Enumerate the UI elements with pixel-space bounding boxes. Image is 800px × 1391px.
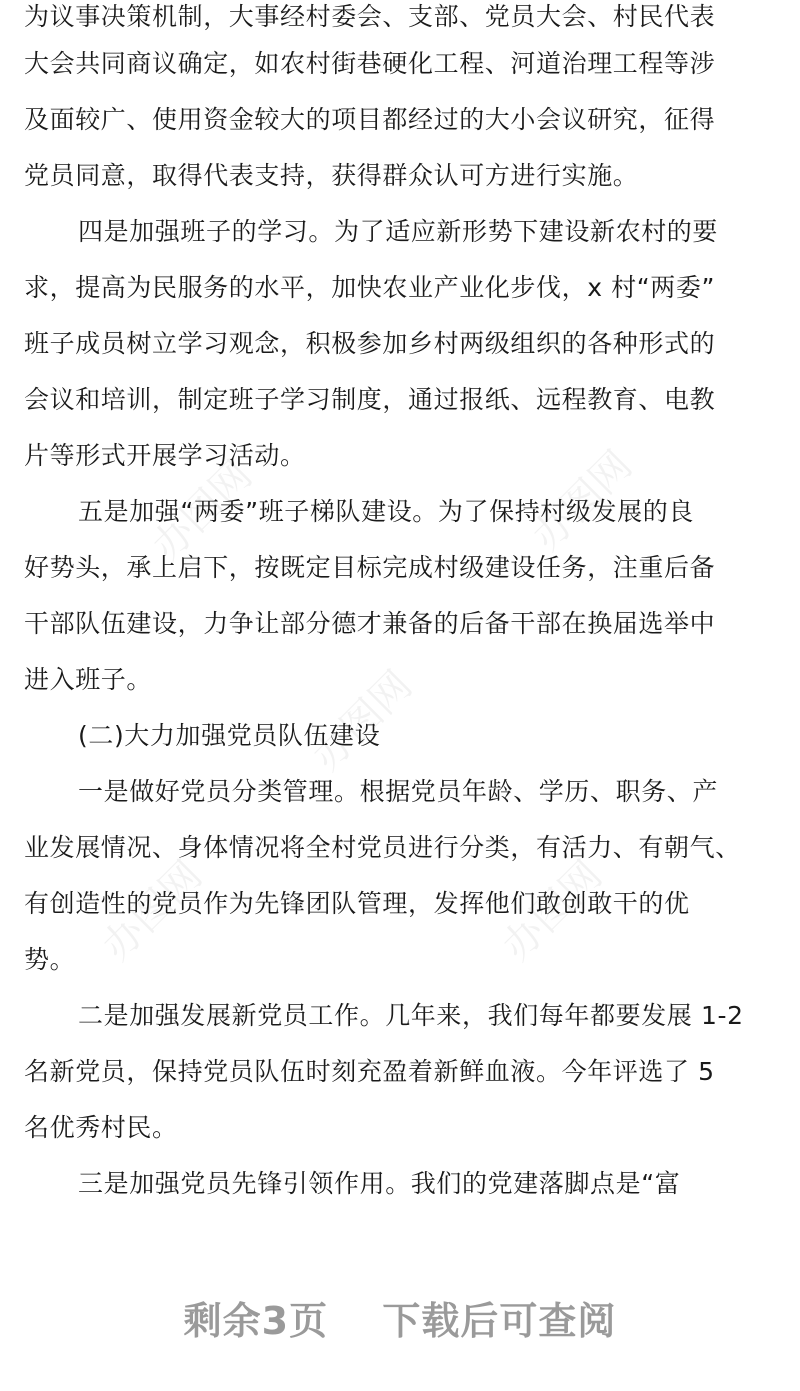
download-banner[interactable] <box>0 1290 800 1345</box>
watermark: 办图网 <box>493 852 612 970</box>
text-line: 五是加强“两委”班子梯队建设。为了保持村级发展的良 <box>78 497 694 526</box>
text-line: 一是做好党员分类管理。根据党员年龄、学历、职务、产 <box>78 777 719 806</box>
text-line: 及面较广、使用资金较大的项目都经过的大小会议研究，征得 <box>24 105 716 134</box>
text-line: 会议和培训，制定班子学习制度，通过报纸、远程教育、电教 <box>24 385 716 414</box>
text-line: 四是加强班子的学习。为了适应新形势下建设新农村的要 <box>78 217 719 246</box>
text-line: 班子成员树立学习观念，积极参加乡村两级组织的各种形式的 <box>24 329 716 358</box>
text-line: 党员同意，取得代表支持，获得群众认可方进行实施。 <box>24 161 639 190</box>
text-line: 业发展情况、身体情况将全村党员进行分类，有活力、有朝气、 <box>24 833 741 862</box>
text-line: 求，提高为民服务的水平，加快农业产业化步伐，x 村“两委” <box>24 273 716 302</box>
text-line: 势。 <box>24 945 76 974</box>
remaining-pages-label: 剩余3页 <box>183 1299 329 1343</box>
watermark: 办图网 <box>143 452 262 570</box>
text-line: 三是加强党员先锋引领作用。我们的党建落脚点是“富 <box>78 1169 681 1198</box>
text-line: 大会共同商议确定，如农村街巷硬化工程、河道治理工程等涉 <box>24 49 716 78</box>
text-line: 片等形式开展学习活动。 <box>24 441 306 470</box>
download-to-view-label: 下载后可查阅 <box>382 1299 617 1343</box>
watermark: 办图网 <box>523 442 642 560</box>
text-line: 名新党员，保持党员队伍时刻充盈着新鲜血液。今年评选了 5 <box>24 1057 715 1086</box>
text-line: 名优秀村民。 <box>24 1113 178 1142</box>
text-line: 好势头，承上启下，按既定目标完成村级建设任务，注重后备 <box>24 553 716 582</box>
watermark: 办图网 <box>303 662 422 780</box>
section-heading: (二)大力加强党员队伍建设 <box>78 721 381 750</box>
text-line: 干部队伍建设，力争让部分德才兼备的后备干部在换届选举中 <box>24 609 716 638</box>
watermark: 办图网 <box>93 852 212 970</box>
text-line: 进入班子。 <box>24 665 153 694</box>
text-line: 二是加强发展新党员工作。几年来，我们每年都要发展 1-2 <box>78 1001 744 1030</box>
text-line: 为议事决策机制，大事经村委会、支部、党员大会、村民代表 <box>24 2 716 31</box>
text-line: 有创造性的党员作为先锋团队管理，发挥他们敢创敢干的优 <box>24 889 690 918</box>
